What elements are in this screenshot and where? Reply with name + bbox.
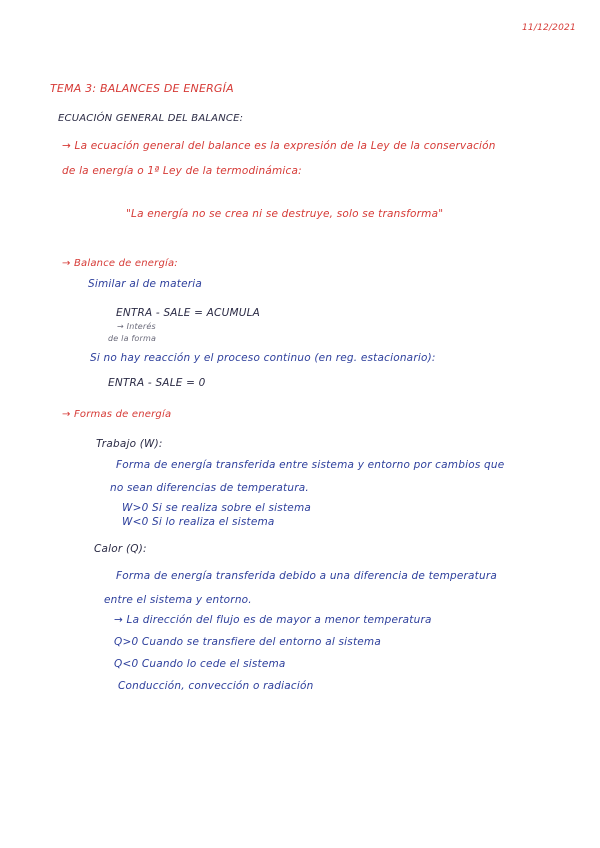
date-header: 11/12/2021 [522,23,576,33]
heat-definition-line2: entre el sistema y entorno. [104,594,252,606]
balance-equation: ENTRA - SALE = ACUMULA [116,307,261,319]
work-negative-case: W<0 Si lo realiza el sistema [122,516,275,528]
section-heading-energy-balance: → Balance de energía: [62,258,178,269]
work-positive-case: W>0 Si se realiza sobre el sistema [122,502,312,514]
heat-flow-direction: → La dirección del flujo es de mayor a menor temperatura [114,614,432,626]
heat-positive-case: Q>0 Cuando se transfiere del entorno al sistema [114,636,381,648]
balance-note-1: → Interés [117,322,156,331]
section-heading-energy-forms: → Formas de energía [62,409,172,420]
steady-state-condition: Si no hay reacción y el proceso continuo (en reg. estacionario): [90,352,436,364]
heat-transfer-modes: Conducción, convección o radiación [118,680,314,692]
general-equation-text-line1: → La ecuación general del balance es la expresión de la Ley de la conservación [62,140,496,152]
work-definition-line1: Forma de energía transferida entre sistema y entorno por cambios que [116,459,505,471]
heat-negative-case: Q<0 Cuando lo cede el sistema [114,658,286,670]
balance-note-2: de la forma [108,334,157,343]
energy-conservation-quote: "La energía no se crea ni se destruye, solo se transforma" [126,208,444,220]
section-heading-general-equation: ECUACIÓN GENERAL DEL BALANCE: [58,113,244,124]
page-title: TEMA 3: BALANCES DE ENERGÍA [50,82,234,95]
steady-state-equation: ENTRA - SALE = 0 [108,377,206,389]
heat-definition-line1: Forma de energía transferida debido a una diferencia de temperatura [116,570,497,582]
work-label: Trabajo (W): [96,438,163,450]
work-definition-line2: no sean diferencias de temperatura. [110,482,309,494]
general-equation-text-line2: de la energía o 1ª Ley de la termodinámica: [62,165,302,177]
similar-to-mass-balance: Similar al de materia [88,278,202,290]
heat-label: Calor (Q): [94,543,147,555]
